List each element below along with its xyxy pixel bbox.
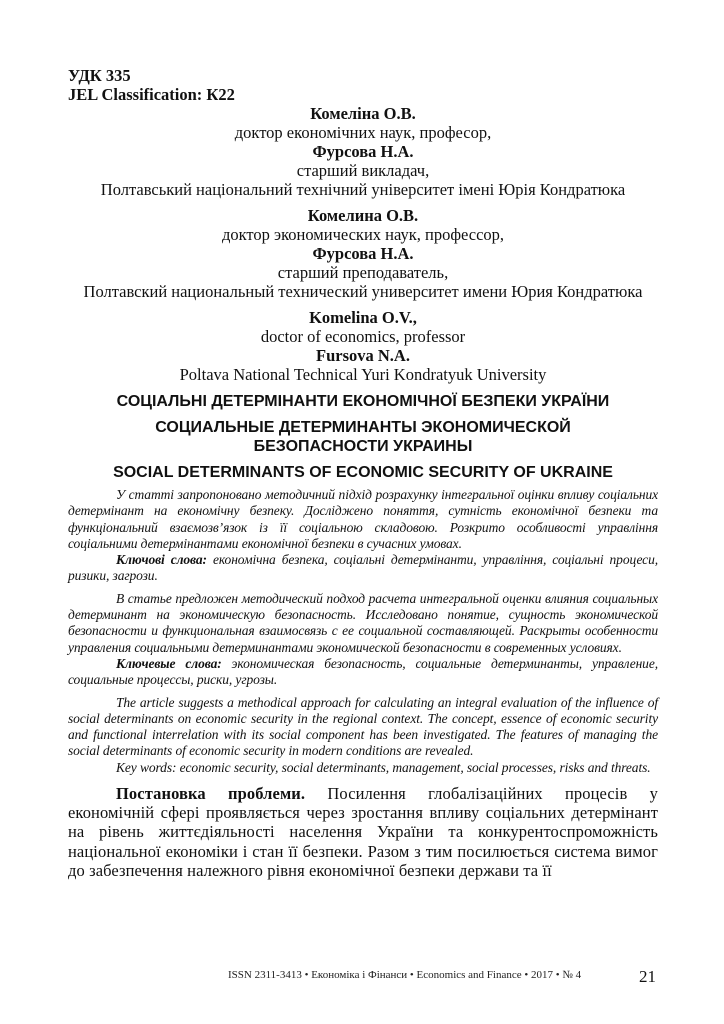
author1-title-uk: доктор економічних наук, професор, bbox=[234, 123, 492, 142]
keywords-uk bbox=[68, 552, 658, 585]
paragraph-text: Посилення глобалізаційних процесів у економічній сфері проявляється через зростання впливу соціальних детермінант на рівень життєдіяльності населення України та конкурентоспроможність національної економіки і стан її безпеки. Разом з тим посилюється система вимог до забезпечення належного рівня економічної безпеки держави та її bbox=[68, 784, 659, 880]
author1-name-en: Komelina O.V., bbox=[309, 308, 417, 327]
title-uk: СОЦІАЛЬНІ ДЕТЕРМІНАНТИ ЕКОНОМІЧНОЇ БЕЗПЕКИ УКРАЇНИ bbox=[116, 393, 610, 410]
authors-ru bbox=[68, 206, 658, 301]
affiliation-en: Poltava National Technical Yuri Kondratyuk University bbox=[179, 365, 547, 384]
keywords-uk-text: економічна безпека, соціальні детермінанти, управління, соціальні процеси, ризики, загрози. bbox=[68, 552, 658, 584]
page-content bbox=[68, 66, 658, 880]
author1-title-ru: доктор экономических наук, профессор, bbox=[221, 225, 505, 244]
author1-name-ru: Комелина О.В. bbox=[307, 206, 419, 225]
abstract-uk: У статті запропоновано методичний підхід розрахунку інтегральної оцінки впливу соціальних детермінант на економічну безпеку. Досліджено поняття, сутність економічної безпеки та функціональний взаємозв’язок із її соціальною складовою. Розкрито особливості управління соціальними детермінантами економічної безпеки в сучасних умовах. bbox=[68, 487, 658, 551]
journal-info: ISSN 2311-3413 • Економіка і Фінанси • Economics and Finance • 2017 • № 4 bbox=[228, 969, 582, 981]
jel-classification: JEL Classification: К22 bbox=[68, 85, 235, 104]
author2-title-ru: старший преподаватель, bbox=[277, 263, 449, 282]
page-number: 21 bbox=[639, 967, 656, 986]
authors-en bbox=[68, 308, 658, 384]
abstract-en: The article suggests a methodical approach for calculating an integral evaluation of the influence of social determinants on economic security in the regional context. The concept, essence of economic security and functional interrelation with its social component has been investigated. The features of managing the social determinants of economic security in modern conditions are revealed. bbox=[68, 694, 658, 759]
author1-name-uk: Комеліна О.В. bbox=[310, 104, 416, 123]
title-ru-line2: БЕЗОПАСНОСТИ УКРАИНЫ bbox=[253, 438, 473, 455]
page-footer bbox=[0, 967, 724, 987]
author2-title-uk: старший викладач, bbox=[296, 161, 430, 180]
keywords-ru-label: Ключевые слова: bbox=[116, 655, 222, 671]
keywords-ru bbox=[68, 656, 658, 689]
keywords-en: Key words: economic security, social determinants, management, social processes, risks and threats. bbox=[116, 759, 651, 775]
keywords-uk-label: Ключові слова: bbox=[116, 552, 207, 568]
abstract-ru: В статье предложен методический подход расчета интегральной оценки влияния социальных детерминант на экономическую безопасность. Исследовано понятие, сущность экономической безопасности и функциональная взаимосвязь с ее социальной составляющей. Раскрыты особенности управления социальными детерминантами экономической безопасности в современных условиях. bbox=[68, 590, 658, 655]
author2-name-en: Fursova N.A. bbox=[316, 346, 410, 365]
title-en: SOCIAL DETERMINANTS OF ECONOMIC SECURITY OF UKRAINE bbox=[113, 464, 613, 481]
author2-name-ru: Фурсова Н.А. bbox=[312, 244, 414, 263]
affiliation-uk: Полтавський національний технічний університет імені Юрія Кондратюка bbox=[100, 180, 626, 199]
author2-name-uk: Фурсова Н.А. bbox=[312, 142, 414, 161]
problem-statement-paragraph bbox=[68, 784, 658, 880]
udk-code: УДК 335 bbox=[68, 66, 131, 85]
title-ru-line1: СОЦИАЛЬНЫЕ ДЕТЕРМИНАНТЫ ЭКОНОМИЧЕСКОЙ bbox=[155, 419, 571, 436]
affiliation-ru: Полтавский национальный технический университет имени Юрия Кондратюка bbox=[83, 282, 643, 301]
keywords-ru-text: экономическая безопасность, социальные детерминанты, управление, социальные процессы, риски, угрозы. bbox=[68, 655, 659, 688]
author1-title-en: doctor of economics, professor bbox=[260, 327, 466, 346]
authors-uk bbox=[68, 104, 658, 199]
section-label: Постановка проблеми. bbox=[116, 784, 306, 804]
